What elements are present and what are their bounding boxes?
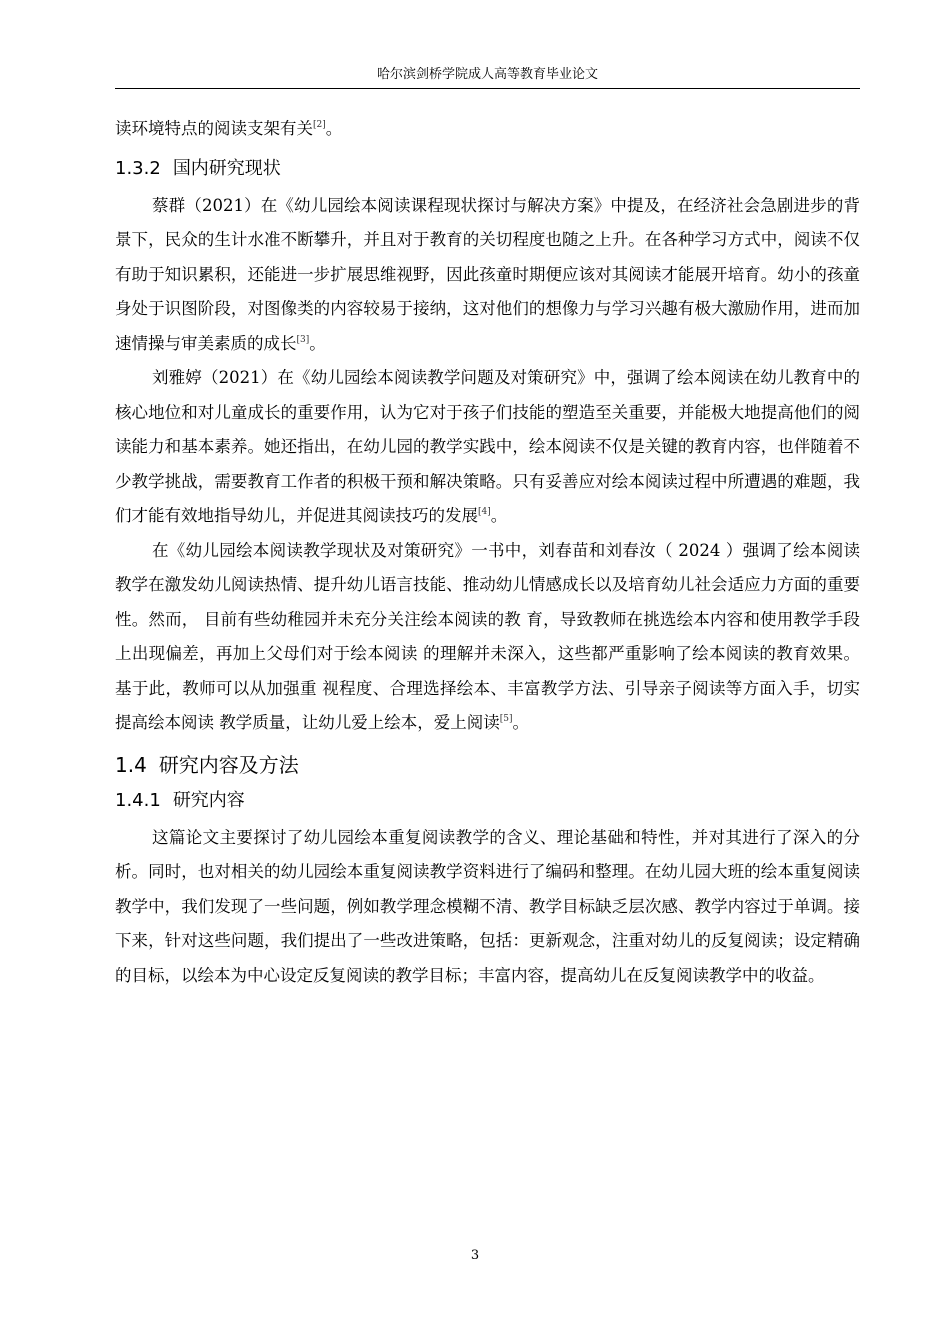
paragraph: 在《幼儿园绘本阅读教学现状及对策研究》一书中，刘春苗和刘春汝（ 2024 ）强调了绘本阅读教学在激发幼儿阅读热情、提升幼儿语言技能、推动幼儿情感成长以及培育幼儿社会适应力方面的重要性。然而， 目前有些幼稚园并未充分关注绘本阅读的教 育，导致教师在挑选绘本内容和使用教学手段上出现偏差，再加上父母们对于绘本阅读 的理解并未深入，这些都严重影响了绘本阅读的教育效果。基于此，教师可以从加强重 视程度、合理选择绘本、丰富教学方法、引导亲子阅读等方面入手，切实提高绘本阅读 教学质量，让幼儿爱上绘本，爱上阅读[5]。 (115, 540, 860, 732)
section-heading-1-4 (115, 751, 860, 779)
page-number: 3 (470, 1248, 480, 1263)
section-number: 1.4 (115, 752, 147, 777)
citation-ref: [4] (478, 507, 491, 517)
section-heading-1-4-1 (115, 789, 860, 813)
paragraph: 刘雅婷（2021）在《幼儿园绘本阅读教学问题及对策研究》中，强调了绘本阅读在幼儿教育中的核心地位和对儿童成长的重要作用，认为它对于孩子们技能的塑造至关重要，并能极大地提高他们的阅读能力和基本素养。她还指出，在幼儿园的教学实践中，绘本阅读不仅是关键的教育内容，也伴随着不少教学挑战，需要教育工作者的积极干预和解决策略。只有妥善应对绘本阅读过程中所遭遇的难题，我们才能有效地指导幼儿，并促进其阅读技巧的发展[4]。 (115, 368, 860, 525)
section-number: 1.3.2 (115, 157, 161, 179)
citation-ref: [3] (296, 334, 310, 345)
section-title: 研究内容及方法 (158, 752, 299, 777)
document-body (115, 112, 860, 993)
citation-ref: [5] (499, 714, 513, 724)
section-heading-1-3-2 (115, 157, 860, 181)
paragraph: 蔡群（2021）在《幼儿园绘本阅读课程现状探讨与解决方案》中提及，在经济社会急剧进步的背景下，民众的生计水准不断攀升，并且对于教育的关切程度也随之上升。在各种学习方式中，阅读不仅有助于知识累积，还能进一步扩展思维视野，因此孩童时期便应该对其阅读才能展开培育。幼小的孩童身处于识图阶段，对图像类的内容较易于接纳，这对他们的想像力与学习兴趣有极大激励作用，进而加速情操与审美素质的成长[3]。 (115, 195, 860, 353)
section-title: 研究内容 (172, 789, 245, 811)
header-title: 哈尔滨剑桥学院成人高等教育毕业论文 (376, 67, 598, 82)
section-number: 1.4.1 (115, 789, 161, 811)
page-header (115, 66, 860, 89)
paragraph: 这篇论文主要探讨了幼儿园绘本重复阅读教学的含义、理论基础和特性，并对其进行了深入的分析。同时，也对相关的幼儿园绘本重复阅读教学资料进行了编码和整理。在幼儿园大班的绘本重复阅读教学中，我们发现了一些问题，例如教学理念模糊不清、教学目标缺乏层次感、教学内容过于单调。接下来，针对这些问题，我们提出了一些改进策略，包括：更新观念，注重对幼儿的反复阅读；设定精确的目标，以绘本为中心设定反复阅读的教学目标；丰富内容，提高幼儿在反复阅读教学中的收益。 (115, 827, 860, 985)
citation-ref: [2] (313, 120, 326, 130)
section-title: 国内研究现状 (172, 157, 281, 179)
paragraph-continuation: 读环境特点的阅读支架有关[2]。 (115, 119, 343, 138)
